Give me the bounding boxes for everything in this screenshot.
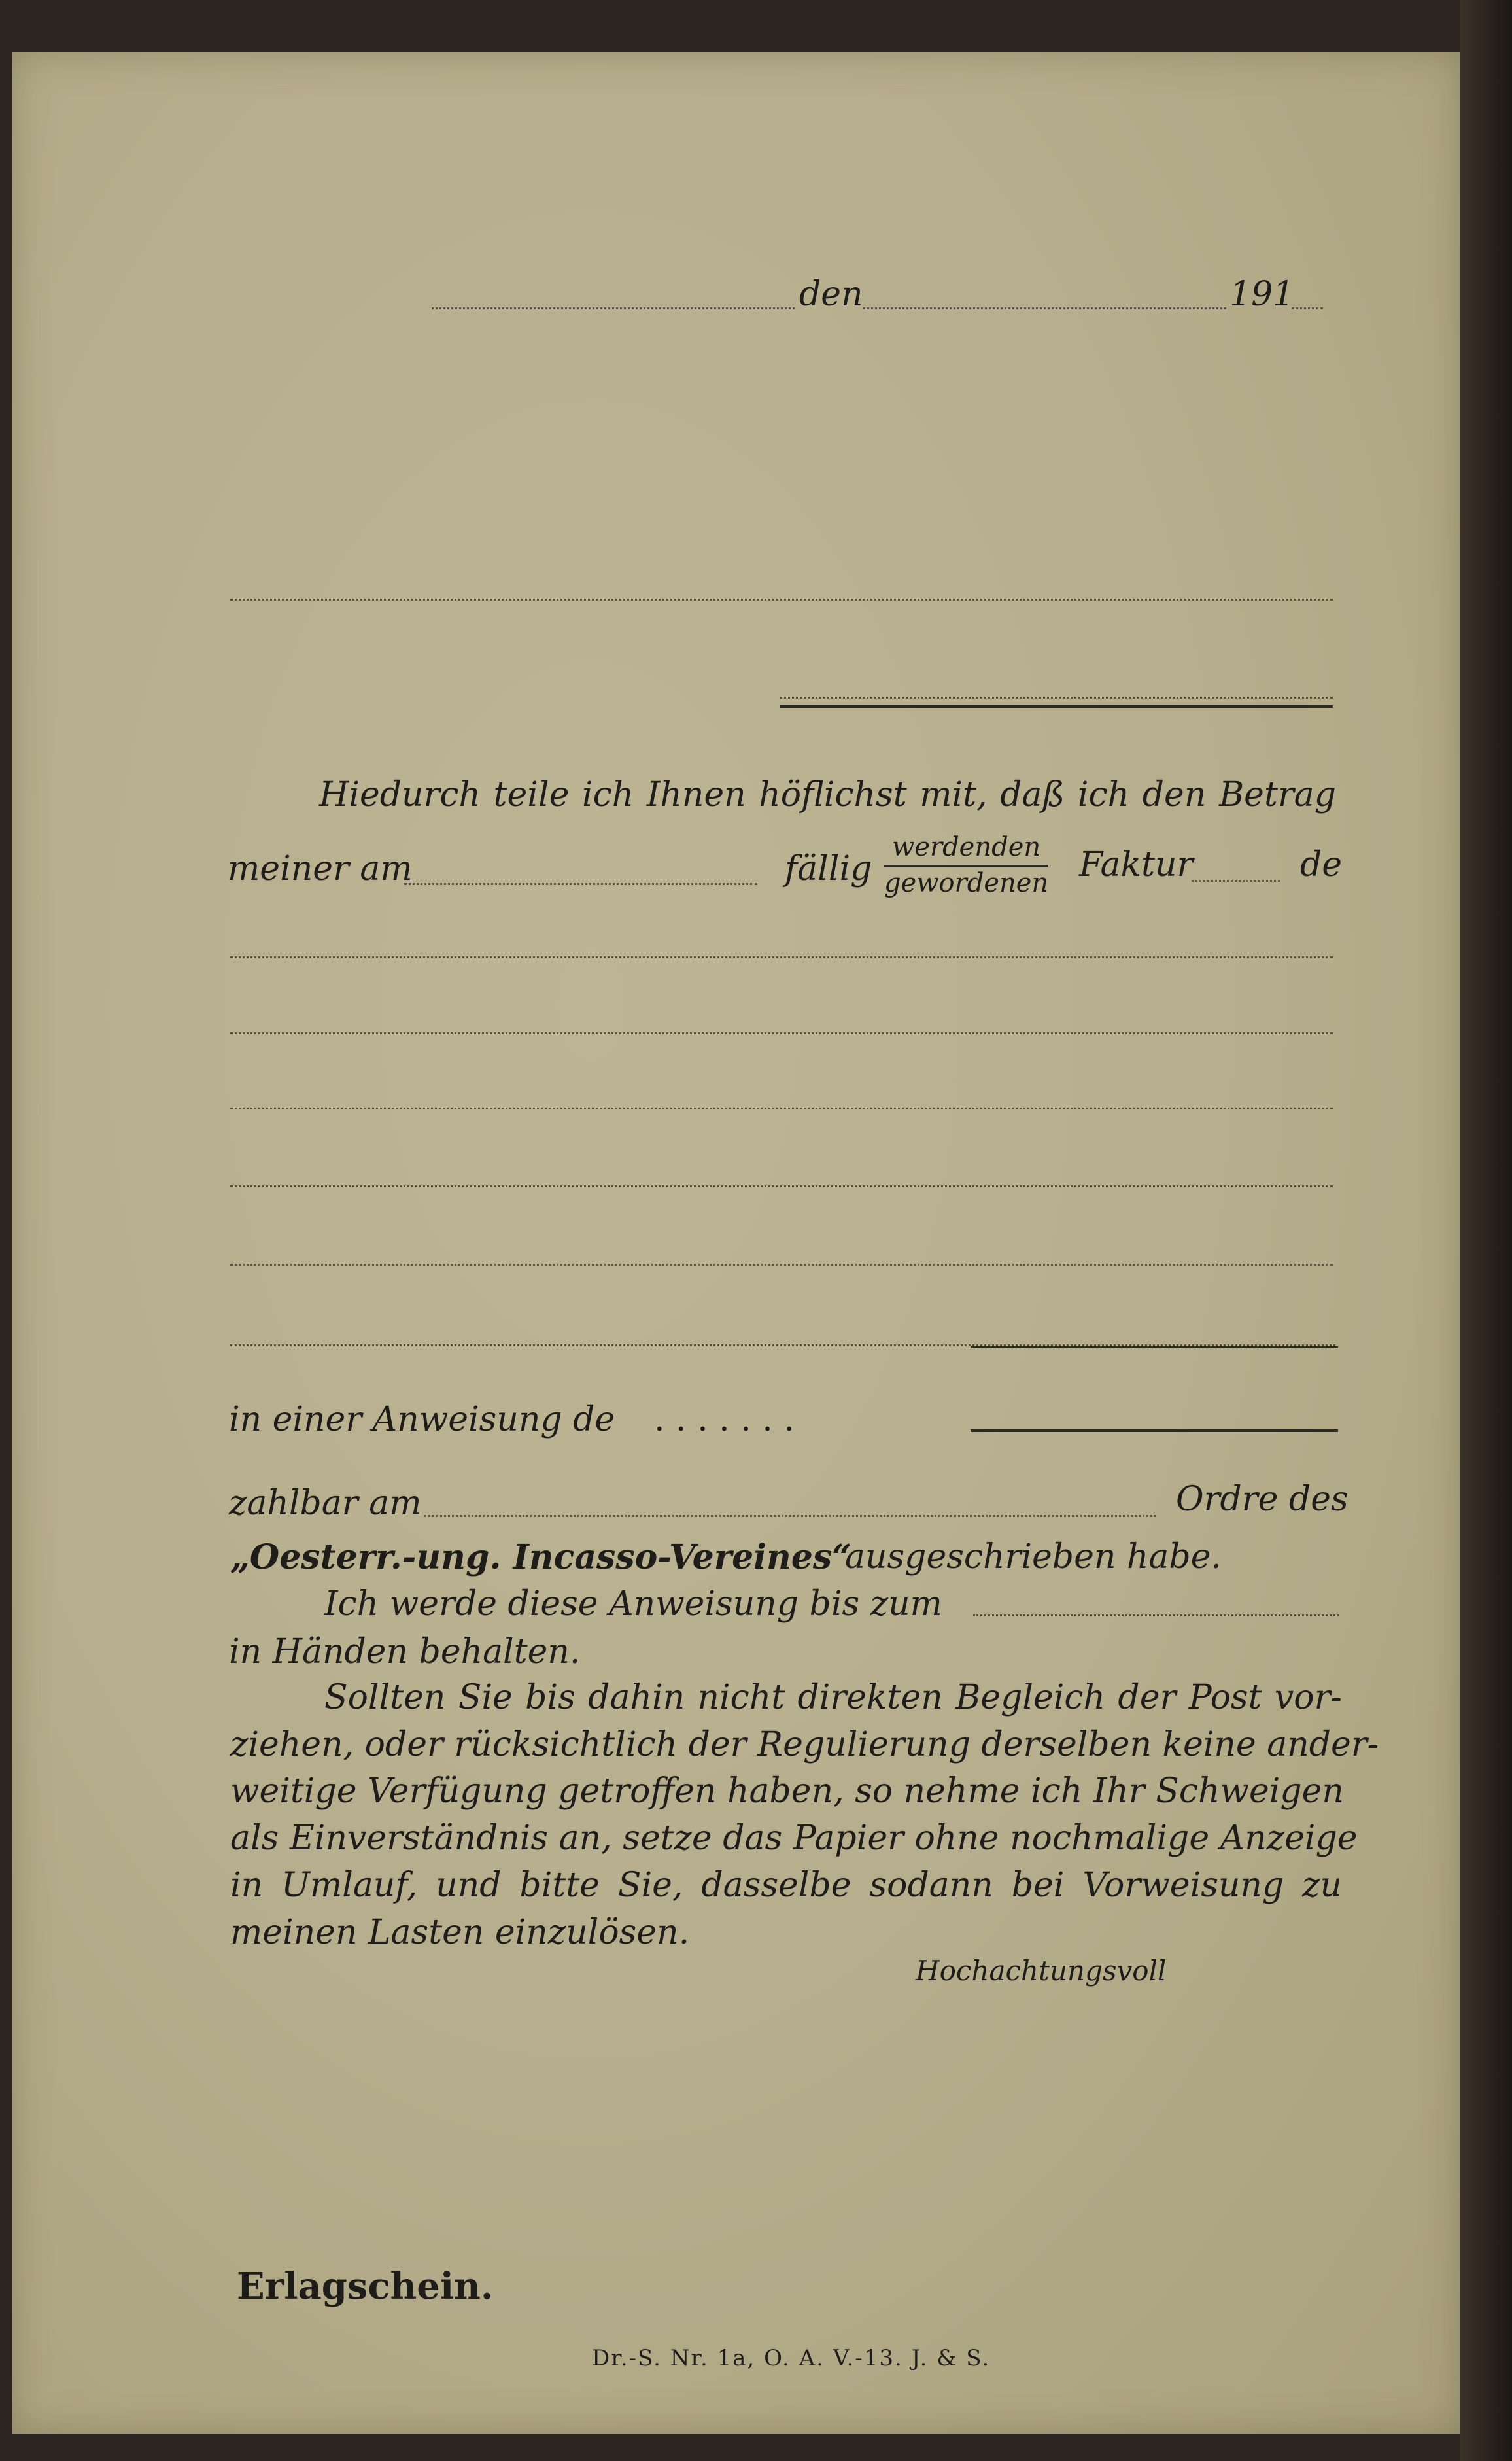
in-haenden-text: in Händen behalten. xyxy=(229,1632,581,1671)
address-line-2 xyxy=(780,697,1333,699)
paragraph-line-3: weitige Verfügung getroffen haben, so nehme ich Ihr Schweigen xyxy=(230,1772,1344,1811)
address-underline xyxy=(780,705,1333,708)
amount-top-rule xyxy=(971,1346,1338,1348)
year-field xyxy=(1292,307,1323,309)
ausgeschrieben-text: ausgeschrieben habe. xyxy=(845,1537,1222,1577)
page-edge-shadow xyxy=(1460,0,1512,2461)
blank-line-5 xyxy=(230,1264,1333,1266)
blank-line-2 xyxy=(230,1032,1333,1034)
blank-line-1 xyxy=(230,956,1333,958)
place-field xyxy=(432,307,795,309)
verein-name: „Oesterr.-ung. Incasso-Vereines“ xyxy=(230,1537,852,1577)
anweisung-label: in einer Anweisung de xyxy=(229,1400,615,1439)
anweisung-dots: . . . . . . . xyxy=(654,1400,795,1439)
paragraph-line-6: meinen Lasten einzulösen. xyxy=(230,1913,690,1952)
zahlbar-am-label: zahlbar am xyxy=(229,1484,422,1523)
document-page xyxy=(12,52,1460,2434)
print-note: Dr.-S. Nr. 1a, O. A. V.-13. J. & S. xyxy=(592,2345,991,2371)
paragraph-line-5: in Umlauf, und bitte Sie, dasselbe sodann bei Vorweisung zu xyxy=(230,1866,1342,1905)
faktur-label: Faktur xyxy=(1079,845,1194,884)
den-label: den xyxy=(799,275,863,314)
ich-werde-text: Ich werde diese Anweisung bis zum xyxy=(324,1584,942,1624)
amount-field xyxy=(971,1429,1338,1432)
blank-line-4 xyxy=(230,1185,1333,1187)
hold-until-field xyxy=(973,1614,1339,1616)
paragraph-line-2: ziehen, oder rücksichtlich der Regulierung derselben keine ander- xyxy=(230,1725,1379,1764)
meiner-am-label: meiner am xyxy=(228,849,413,888)
closing-text: Hochachtungsvoll xyxy=(916,1955,1167,1987)
paragraph-line-4: als Einverständnis an, setze das Papier ohne nochmalige Anzeige xyxy=(230,1819,1358,1858)
gewordenen-option: gewordenen xyxy=(884,868,1049,898)
paragraph-line-1: Sollten Sie bis dahin nicht direkten Begleich der Post vor- xyxy=(324,1678,1342,1717)
notice-line-1: Hiedurch teile ich Ihnen höflichst mit, daß ich den Betrag xyxy=(319,775,1336,814)
ordre-des-label: Ordre des xyxy=(1176,1480,1349,1519)
faellig-label: fällig xyxy=(785,849,872,888)
date-field xyxy=(863,307,1226,309)
address-line-1 xyxy=(230,599,1333,601)
due-date-field xyxy=(404,883,757,885)
payable-date-field xyxy=(424,1515,1156,1517)
faktur-field xyxy=(1192,880,1280,882)
blank-line-3 xyxy=(230,1108,1333,1109)
year-prefix: 191 xyxy=(1229,275,1295,314)
de-label: de xyxy=(1300,845,1343,884)
werdenden-gewordenen-choice xyxy=(884,832,1048,898)
werdenden-option: werdenden xyxy=(884,832,1048,867)
form-title: Erlagschein. xyxy=(237,2265,494,2308)
